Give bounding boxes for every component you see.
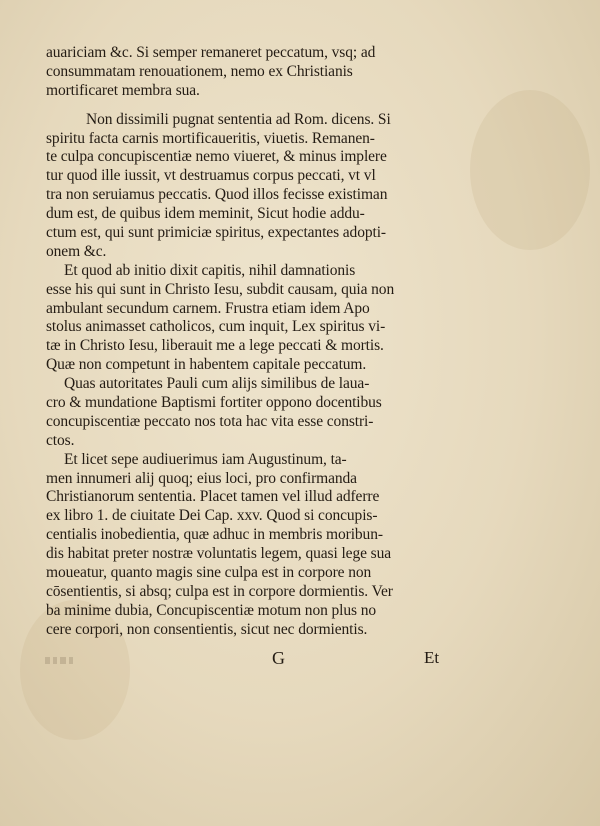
text-line: ambulant secundum carnem. Frustra etiam idem Apo [46,299,370,317]
ink-bleed-icon [44,654,74,666]
text-line: ctos. [46,431,75,449]
text-line: te culpa concupiscentiæ nemo viueret, & minus implere [46,148,387,166]
text-line: spiritu facta carnis mortificaueritis, viuetis. Remanen- [46,129,375,147]
text-line: ba minime dubia, Concupiscentiæ motum non plus no [46,601,377,619]
text-line: Non dissimili pugnat sententia ad Rom. dicens. Si [86,110,391,128]
text-line: men innumeri alij quoq; eius loci, pro confirmanda [46,469,357,487]
paper-stain [470,90,590,250]
text-line: esse his qui sunt in Christo Iesu, subdit causam, quia non [46,280,395,298]
body-text [46,44,452,640]
text-line: concupiscentiæ peccato nos tota hac vita esse constri- [46,412,374,430]
text-line: consummatam renouationem, nemo ex Christianis [46,62,353,80]
text-line: tra non seruiamus peccatis. Quod illos fecisse existiman [46,186,388,204]
text-line: Quæ non competunt in habentem capitale peccatum. [46,356,367,374]
text-line: cōsentientis, si absq; culpa est in corpore dormientis. Ver [46,582,393,600]
page-footer [46,648,446,670]
text-line: mortificaret membra sua. [46,81,200,99]
catchword: Et [424,648,440,667]
text-line: Et quod ab initio dixit capitis, nihil damnationis [64,261,356,279]
text-line: cere corpori, non consentientis, sicut nec dormientis. [46,620,368,638]
text-line: dum est, de quibus idem meminit, Sicut hodie addu- [46,205,365,223]
text-line: cro & mundatione Baptismi fortiter oppono docentibus [46,394,382,412]
text-line: tur quod ille iussit, vt destruamus corpus peccati, vt vl [46,167,376,185]
text-line: moueatur, quanto magis sine culpa est in corpore non [46,564,372,582]
text-line: ctum est, qui sunt primiciæ spiritus, expectantes adopti- [46,224,386,242]
text-line [46,101,452,111]
text-line: ex libro 1. de ciuitate Dei Cap. xxv. Quod si concupis- [46,507,378,525]
text-line: Christianorum sententia. Placet tamen vel illud adferre [46,488,380,506]
text-line: Quas autoritates Pauli cum alijs similibus de laua- [64,375,370,393]
text-line: onem &c. [46,242,107,260]
text-line: dis habitat preter nostræ voluntatis legem, quasi lege sua [46,545,392,563]
text-line: auariciam &c. Si semper remaneret peccatum, vsq; ad [46,44,376,61]
text-line: centialis inobedientia, quæ adhuc in membris moribun- [46,526,383,544]
signature-mark: G [272,648,285,668]
text-line: tæ in Christo Iesu, liberauit me a lege peccati & mortis. [46,337,384,355]
text-line: stolus animasset catholicos, cum inquit, Lex spiritus vi- [46,318,386,336]
text-line: Et licet sepe audiuerimus iam Augustinum, ta- [64,450,347,468]
